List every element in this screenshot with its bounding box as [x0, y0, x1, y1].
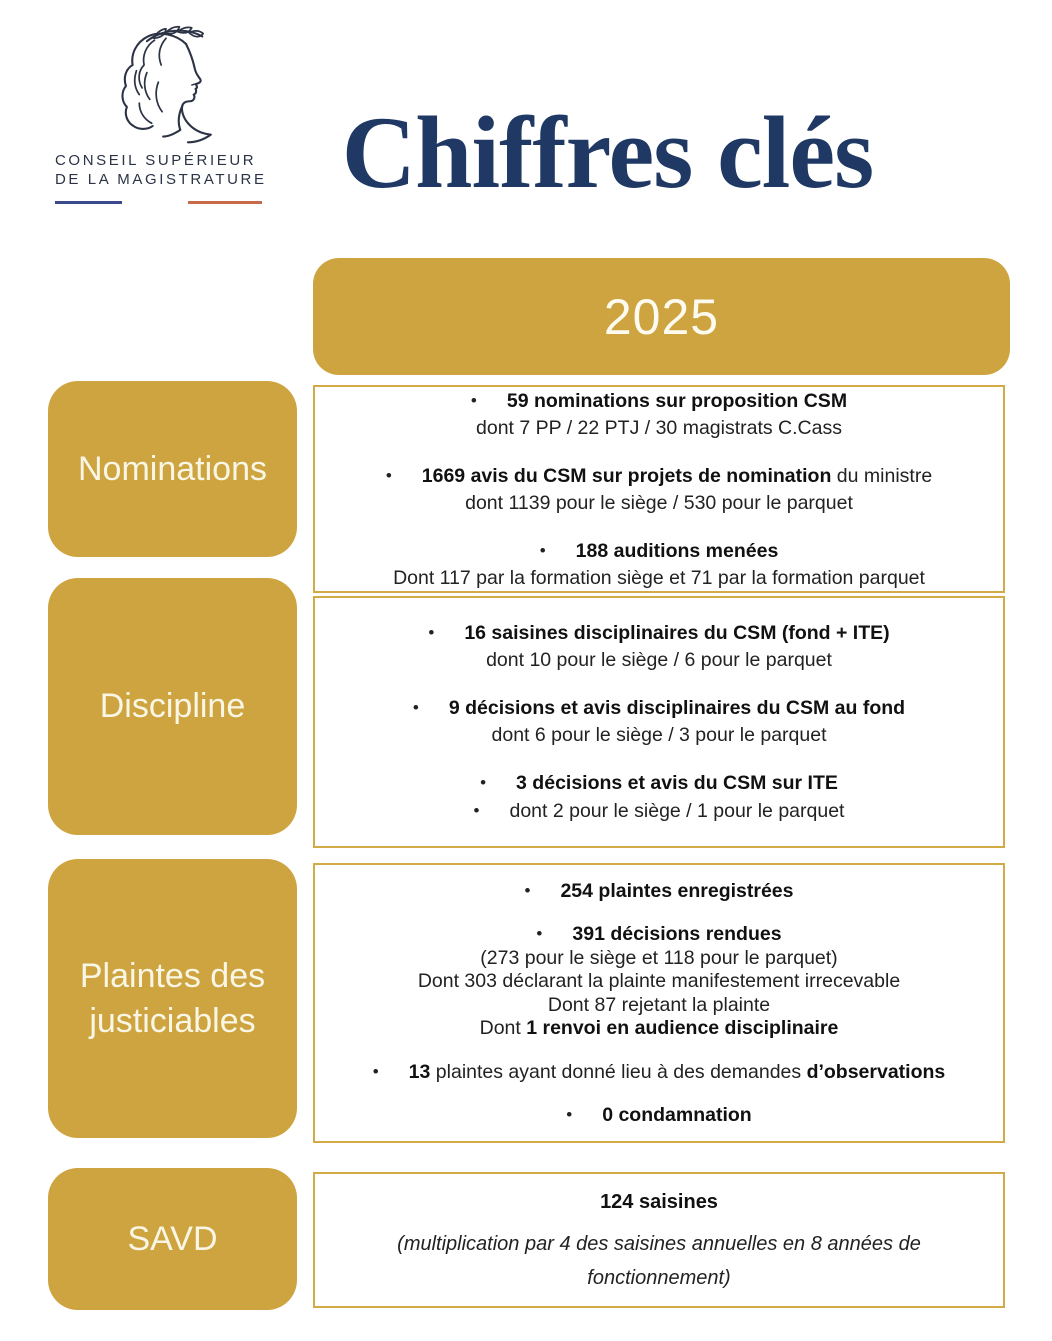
section-label-text: SAVD	[127, 1219, 218, 1258]
content-line	[480, 1017, 839, 1041]
year-banner	[313, 258, 1010, 375]
content-line	[486, 647, 832, 674]
content-text: 188 auditions menées	[575, 539, 779, 562]
content-text: 13	[408, 1060, 431, 1083]
bullet-icon: •	[473, 801, 480, 820]
content-text: 1 renvoi en audience disciplinaire	[526, 1017, 839, 1039]
content-line	[480, 947, 837, 971]
content-text: Dont 303 déclarant la plainte manifestement irrecevable	[417, 970, 901, 992]
content-text: dont 7 PP / 22 PTJ / 30 magistrats C.Cass	[476, 416, 842, 439]
content-text: 1669 avis du CSM sur projets de nomination	[421, 464, 832, 487]
content-line	[465, 490, 853, 517]
org-name	[55, 152, 270, 189]
content-line	[600, 1185, 718, 1219]
bullet-icon: •	[470, 390, 477, 410]
section-label-text: Plaintes des justiciables	[79, 956, 266, 1040]
bullet-icon: •	[539, 540, 546, 560]
flag-underline	[55, 201, 262, 204]
content-text: dont 1139 pour le siège / 530 pour le parquet	[465, 491, 853, 514]
section-label-discipline	[48, 578, 297, 835]
bullet-icon: •	[566, 1105, 573, 1124]
content-line	[492, 722, 827, 749]
content-text: plaintes ayant donné lieu à des demandes	[430, 1060, 807, 1083]
content-line	[474, 797, 845, 825]
flag-red-segment	[188, 201, 262, 204]
content-text: Dont 117 par la formation siège et 71 par la formation parquet	[393, 566, 925, 589]
section-label-text: Nominations	[78, 449, 267, 488]
bullet-icon: •	[480, 773, 487, 792]
bullet-icon: •	[372, 1061, 379, 1081]
content-text: 3 décisions et avis du CSM sur ITE	[516, 772, 838, 794]
content-line	[540, 537, 779, 565]
content-line	[373, 1060, 946, 1085]
content-text: dont 6 pour le siège / 3 pour le parquet	[491, 724, 827, 746]
bullet-icon: •	[385, 465, 392, 485]
section-label-text: Discipline	[99, 687, 246, 726]
bullet-icon: •	[524, 880, 531, 900]
content-line	[480, 769, 838, 797]
content-text: dont 2 pour le siège / 1 pour le parquet	[509, 800, 845, 822]
content-text: Dont	[479, 1017, 527, 1039]
content-line	[393, 565, 925, 592]
page-title: Chiffres clés	[341, 96, 874, 210]
bullet-icon: •	[412, 698, 419, 717]
content-text: 0 condamnation	[602, 1104, 752, 1126]
content-line	[418, 970, 900, 994]
content-text: (273 pour le siège et 118 pour le parquet)	[480, 946, 838, 969]
content-line	[428, 619, 889, 647]
content-text: 9 décisions et avis disciplinaires du CSM au fond	[448, 697, 906, 719]
org-name-line2: DE LA MAGISTRATURE	[55, 170, 267, 188]
year-banner-label: 2025	[603, 288, 720, 345]
content-text: 16 saisines disciplinaires du CSM (fond + ITE)	[464, 622, 890, 644]
content-text: 124 saisines	[600, 1191, 718, 1213]
flag-blue-segment	[55, 201, 122, 204]
section-box-discipline	[313, 596, 1005, 848]
content-text: du ministre	[831, 464, 933, 487]
content-text: 391 décisions rendues	[572, 923, 782, 945]
content-text: 254 plaintes enregistrées	[560, 879, 794, 902]
content-line	[471, 387, 847, 415]
section-label-plaintes	[48, 859, 297, 1138]
section-box-nominations	[313, 385, 1005, 593]
content-text: (multiplication par 4 des saisines annuelles en 8 années de fonctionnement)	[397, 1233, 921, 1289]
content-line	[476, 415, 842, 442]
content-text: d’observations	[806, 1060, 946, 1083]
marianne-icon	[93, 24, 239, 148]
bullet-icon: •	[536, 924, 543, 943]
content-line	[386, 462, 932, 490]
content-line	[566, 1103, 751, 1128]
content-line	[525, 879, 794, 904]
csm-logo	[55, 24, 270, 204]
section-label-savd	[48, 1168, 297, 1310]
content-line	[548, 994, 770, 1018]
section-box-savd	[313, 1172, 1005, 1308]
content-text: dont 10 pour le siège / 6 pour le parquet	[486, 649, 832, 671]
section-box-plaintes	[313, 863, 1005, 1143]
content-line	[323, 1227, 995, 1295]
bullet-icon: •	[428, 623, 435, 642]
org-name-line1: CONSEIL SUPÉRIEUR	[55, 152, 257, 169]
content-line	[413, 694, 905, 722]
content-text: 59 nominations sur proposition CSM	[506, 389, 848, 412]
section-label-nominations	[48, 381, 297, 557]
content-text: Dont 87 rejetant la plainte	[547, 993, 771, 1016]
content-line	[536, 922, 781, 947]
